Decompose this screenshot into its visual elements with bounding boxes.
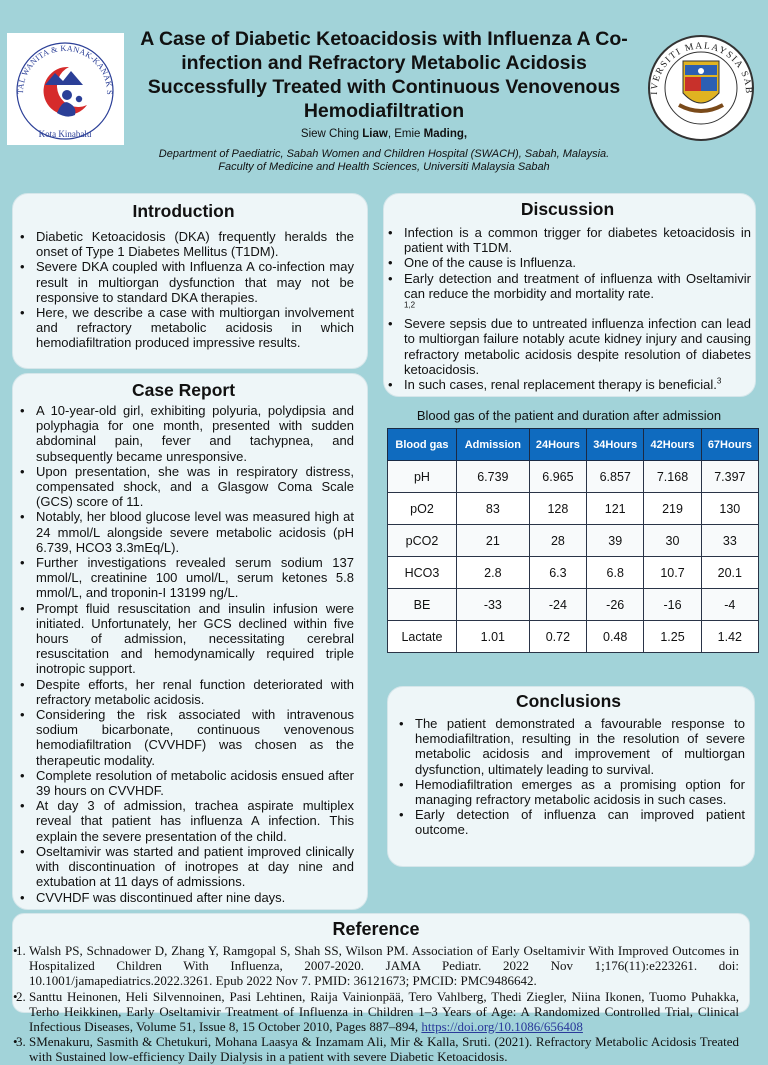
table-cell: -33 (456, 589, 529, 621)
discussion-item-text: In such cases, renal replacement therapy is beneficial. (404, 377, 717, 393)
discussion-item (404, 377, 751, 392)
university-logo-text: IVERSITI MALAYSIA SAB (649, 41, 754, 96)
table-row (388, 557, 759, 589)
reference-list (13, 943, 739, 1065)
authors (125, 128, 643, 140)
table-cell: 121 (587, 493, 644, 525)
case-report-item: • Upon presentation, she was in respiratory distress, compensated shock, and a Glasgow Coma Scale (GCS) score of 11. (36, 464, 354, 510)
table-row (388, 493, 759, 525)
table-cell: 0.48 (587, 621, 644, 653)
conclusions-item: • Early detection of influenza can improved patient outcome. (415, 807, 745, 837)
discussion-item (404, 271, 751, 317)
table-header-cell: 24Hours (529, 429, 586, 461)
table-cell: 7.397 (701, 461, 758, 493)
case-report-list (13, 403, 354, 905)
table-cell: 39 (587, 525, 644, 557)
table-cell: 21 (456, 525, 529, 557)
table-cell: Lactate (388, 621, 457, 653)
table-cell: pO2 (388, 493, 457, 525)
table-cell: 128 (529, 493, 586, 525)
discussion-item-text: One of the cause is Influenza. (404, 255, 576, 271)
table-row (388, 461, 759, 493)
case-report-item: • CVVHDF was discontinued after nine days. (36, 890, 354, 905)
blood-gas-table (387, 428, 759, 653)
reference-doi-link[interactable]: https://doi.org/10.1086/656408 (421, 1019, 583, 1035)
table-header-cell: 67Hours (701, 429, 758, 461)
table-row (388, 621, 759, 653)
table-cell: 130 (701, 493, 758, 525)
hospital-logo (7, 33, 124, 145)
discussion-panel (383, 193, 756, 397)
discussion-item-text: Severe sepsis due to untreated influenza infection can lead to multiorgan failure notably acute kidney injury and causing refractory metabolic acidosis despite resolution of diabetes ketoacidosis. (404, 316, 751, 377)
table-row (388, 589, 759, 621)
case-report-item: • Notably, her blood glucose level was measured high at 24 mmol/L alongside severe metabolic acidosis (pH 6.739, HCO3 3.3mEq/L). (36, 509, 354, 555)
citation-superscript: 3 (716, 376, 722, 386)
affiliation-1: Department of Paediatric, Sabah Women and Children Hospital (SWACH), Sabah, Malaysia. (158, 148, 610, 160)
table-cell: 6.857 (587, 461, 644, 493)
author2-last: Mading, (423, 128, 468, 140)
table-cell: pCO2 (388, 525, 457, 557)
case-report-item: • Complete resolution of metabolic acidosis ensued after 39 hours on CVVHDF. (36, 768, 354, 798)
table-header-cell: Admission (456, 429, 529, 461)
discussion-list (384, 225, 751, 392)
author1-last: Liaw (362, 128, 388, 140)
table-cell: 6.965 (529, 461, 586, 493)
table-cell: 10.7 (644, 557, 701, 589)
discussion-item-text: Infection is a common trigger for diabetes ketoacidosis in patient with T1DM. (404, 225, 751, 256)
conclusions-list (392, 716, 745, 838)
table-cell: 1.25 (644, 621, 701, 653)
case-report-panel (12, 373, 368, 910)
conclusions-item: • The patient demonstrated a favourable response to hemodiafiltration, resulting in the resolution of severe metabolic acidosis and improvement of multiorgan dysfunction, ultimately leading to survival. (415, 716, 745, 777)
conclusions-heading: Conclusions (515, 691, 621, 711)
discussion-item (404, 225, 751, 255)
case-report-item: • At day 3 of admission, trachea aspirate multiplex reveal that patient has influenza A infection. This explain the severe presentation of the child. (36, 798, 354, 844)
table-cell: 2.8 (456, 557, 529, 589)
table-cell: 20.1 (701, 557, 758, 589)
table-header-cell: 42Hours (644, 429, 701, 461)
table-cell: 219 (644, 493, 701, 525)
discussion-heading: Discussion (520, 199, 615, 219)
table-cell: BE (388, 589, 457, 621)
poster-header (0, 0, 768, 185)
hospital-logo-city: Kota Kinabalu (38, 129, 92, 139)
table-cell: -4 (701, 589, 758, 621)
discussion-item (404, 255, 751, 270)
case-report-item: • Oseltamivir was started and patient improved clinically with discontinuation of inotropes at day nine and extubation at 11 days of admissions. (36, 844, 354, 890)
introduction-item: • Diabetic Ketoacidosis (DKA) frequently heralds the onset of Type 1 Diabetes Mellitus (T1DM). (36, 229, 354, 259)
conclusions-item: • Hemodiafiltration emerges as a promising option for managing refractory metabolic acidosis in such cases. (415, 777, 745, 807)
table-cell: -16 (644, 589, 701, 621)
table-cell: 6.8 (587, 557, 644, 589)
table-row (388, 525, 759, 557)
affiliation-2: Faculty of Medicine and Health Sciences, Universiti Malaysia Sabah (218, 161, 550, 173)
reference-item: • 3. SMenakuru, Sasmith & Chetukuri, Mohana Laasya & Inzamam Ali, Mir & Kalla, Sruti. (2021). Refractory Metabolic Acidosis Treated with Sustained low-efficiency Daily Dialysis in a patient with severe Diabetic Ketoacidosis. (29, 1034, 739, 1064)
case-report-item: • Considering the risk associated with intravenous sodium bicarbonate, continuous venovenous hemodiafiltration (CVVHDF) was chosen as the therapeutic modality. (36, 707, 354, 768)
table-cell: 0.72 (529, 621, 586, 653)
table-cell: 1.01 (456, 621, 529, 653)
table-cell: 28 (529, 525, 586, 557)
table-header-cell: Blood gas (388, 429, 457, 461)
introduction-heading: Introduction (132, 201, 235, 221)
discussion-item (404, 316, 751, 377)
table-cell: 1.42 (701, 621, 758, 653)
table-cell: 6.739 (456, 461, 529, 493)
table-header-cell: 34Hours (587, 429, 644, 461)
introduction-item: • Here, we describe a case with multiorgan involvement and refractory metabolic acidosis in which hemodiafiltration produced impressive results. (36, 305, 354, 351)
table-cell: HCO3 (388, 557, 457, 589)
case-report-item: • Prompt fluid resuscitation and insulin infusion were initiated. Unfortunately, her GCS declined within five hours of admission, necessitating cerebral resuscitation and hemodynamically required triple inotropic support. (36, 601, 354, 677)
table-cell: -24 (529, 589, 586, 621)
case-report-item: • Despite efforts, her renal function deteriorated with refractory metabolic acidosis. (36, 677, 354, 707)
reference-heading: Reference (332, 919, 420, 939)
reference-item (29, 989, 739, 1035)
hospital-logo-arc-text: TAL WANITA & KANAK-KANAK S (15, 43, 115, 96)
table-header-row (388, 429, 759, 461)
table-caption: Blood gas of the patient and duration after admission (416, 408, 722, 423)
case-report-heading: Case Report (131, 380, 236, 400)
table-cell: 7.168 (644, 461, 701, 493)
introduction-panel (12, 193, 368, 369)
table-cell: 30 (644, 525, 701, 557)
affiliations (125, 148, 643, 174)
table-cell: pH (388, 461, 457, 493)
author1-first: Siew Ching (300, 128, 363, 140)
citation-superscript: 1,2 (404, 300, 416, 310)
university-logo (645, 35, 758, 141)
reference-panel (12, 913, 750, 1065)
case-report-item: • A 10-year-old girl, exhibiting polyuria, polydipsia and polyphagia for one month, presented with sudden abdominal pain, fever and tachypnea, and subsequently became unresponsive. (36, 403, 354, 464)
author-separator: , Emie (387, 128, 424, 140)
table-cell: -26 (587, 589, 644, 621)
introduction-list (13, 229, 354, 351)
reference-text: Santtu Heinonen, Heli Silvennoinen, Pasi Lehtinen, Raija Vainionpää, Tero Vahlberg, Thedi Ziegler, Niina Ikonen, Tuomo Puhakka, Terho Heikkinen, Early Oseltamivir Treatment of Influenza in Children 1–3 Years of Age: A Randomized Controlled Trial, Clinical Infectious Diseases, Volume 51, Issue 8, 15 October 2010, Pages 887–894, (29, 988, 739, 1035)
table-cell: 6.3 (529, 557, 586, 589)
table-cell: 83 (456, 493, 529, 525)
table-cell: 33 (701, 525, 758, 557)
discussion-item-text: Early detection and treatment of influenza with Oseltamivir can reduce the morbidity and mortality rate. (404, 270, 751, 301)
case-report-item: • Further investigations revealed serum sodium 137 mmol/L, creatinine 100 umol/L, serum ketones 5.8 mmol/L, and troponin-I 13199 ng/L. (36, 555, 354, 601)
reference-item: • 1. Walsh PS, Schnadower D, Zhang Y, Ramgopal S, Shah SS, Wilson PM. Association of Early Oseltamivir With Improved Outcomes in Hospitalized Children With Influenza, 2007-2020. JAMA Pediatr. 2022 Nov 1;176(11):e223261. doi: 10.1001/jamapediatrics.2022.3261. Epub 2022 Nov 7. PMID: 36121673; PMCID: PMC9486642. (29, 943, 739, 989)
introduction-item: • Severe DKA coupled with Influenza A co-infection may result in multiorgan dysfunction that may not be responsive to standard DKA therapies. (36, 259, 354, 305)
poster-title: A Case of Diabetic Ketoacidosis with Influenza A Co-infection and Refractory Metabolic Acidosis Successfully Treated with Continuous Venovenous Hemodiafiltration (140, 28, 628, 122)
conclusions-panel (387, 686, 755, 867)
